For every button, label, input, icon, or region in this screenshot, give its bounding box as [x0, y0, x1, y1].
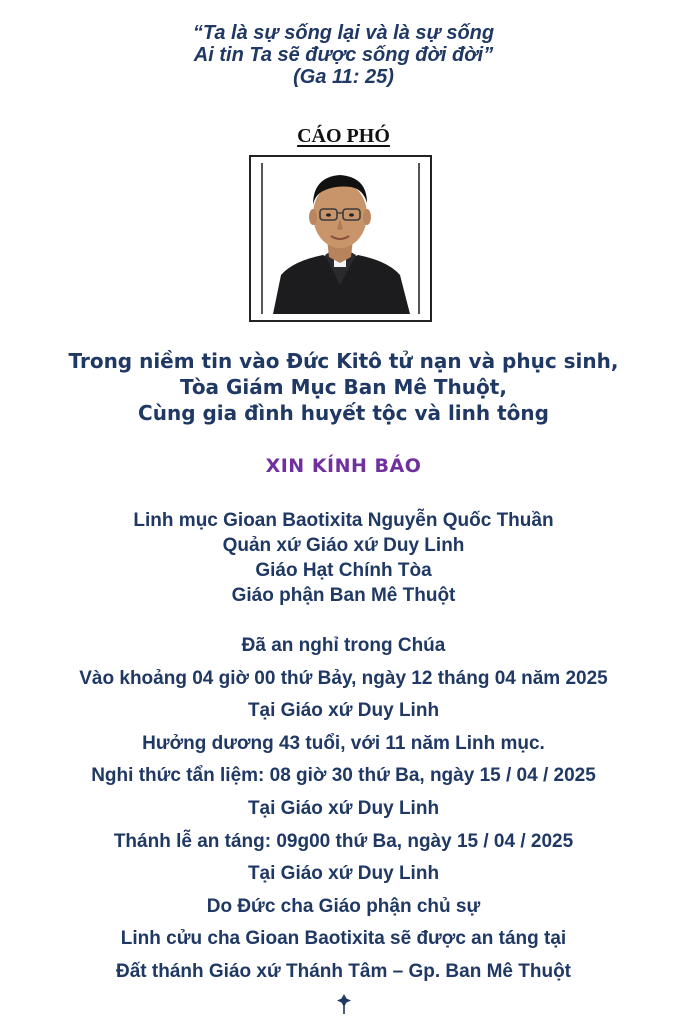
detail-line: Đất thánh Giáo xứ Thánh Tâm – Gp. Ban Mê Thuột [116, 960, 571, 982]
detail-line: Do Đức cha Giáo phận chủ sự [206, 895, 481, 917]
detail-line: Linh cửu cha Gioan Baotixita sẽ được an táng tại [120, 928, 567, 950]
detail-line: Đã an nghỉ trong Chúa [241, 635, 446, 656]
detail-line: Tại Giáo xứ Duy Linh [247, 797, 440, 819]
intro-line-2: Tòa Giám Mục Ban Mê Thuột, [180, 375, 507, 399]
deceased-role: Quản xứ Giáo xứ Duy Linh [222, 535, 465, 556]
portrait-photo [261, 163, 420, 314]
deceased-deanery: Giáo Hạt Chính Tòa [255, 560, 432, 581]
priest-portrait-icon [263, 163, 418, 314]
cross-icon [337, 994, 351, 1014]
bible-verse [0, 22, 687, 88]
details-block [0, 630, 687, 989]
detail-line: Hưởng dương 43 tuổi, với 11 năm Linh mục. [142, 732, 545, 754]
detail-line: Tại Giáo xứ Duy Linh [247, 700, 440, 722]
verse-line-2: Ai tin Ta sẽ được sống đời đời” [193, 44, 494, 66]
detail-line: Vào khoảng 04 giờ 00 thứ Bảy, ngày 12 tháng 04 năm 2025 [79, 667, 608, 689]
page-title: CÁO PHÓ [297, 125, 390, 147]
verse-line-1: “Ta là sự sống lại và là sự sống [192, 22, 495, 44]
announcement-heading: XIN KÍNH BÁO [265, 455, 422, 477]
detail-line: Nghi thức tẩn liệm: 08 giờ 30 thứ Ba, ngày 15 / 04 / 2025 [91, 765, 596, 787]
verse-reference: (Ga 11: 25) [293, 66, 394, 88]
footer-ornament [0, 994, 687, 1018]
intro-block [0, 348, 687, 426]
deceased-block [0, 508, 687, 608]
portrait-frame [249, 155, 432, 322]
deceased-diocese: Giáo phận Ban Mê Thuột [231, 585, 456, 606]
deceased-name: Linh mục Gioan Baotixita Nguyễn Quốc Thuần [133, 510, 554, 531]
detail-line: Thánh lễ an táng: 09g00 thứ Ba, ngày 15 / 04 / 2025 [113, 830, 574, 852]
intro-line-1: Trong niềm tin vào Đức Kitô tử nạn và phục sinh, [68, 349, 619, 373]
detail-line: Tại Giáo xứ Duy Linh [247, 863, 440, 885]
intro-line-3: Cùng gia đình huyết tộc và linh tông [138, 401, 549, 425]
